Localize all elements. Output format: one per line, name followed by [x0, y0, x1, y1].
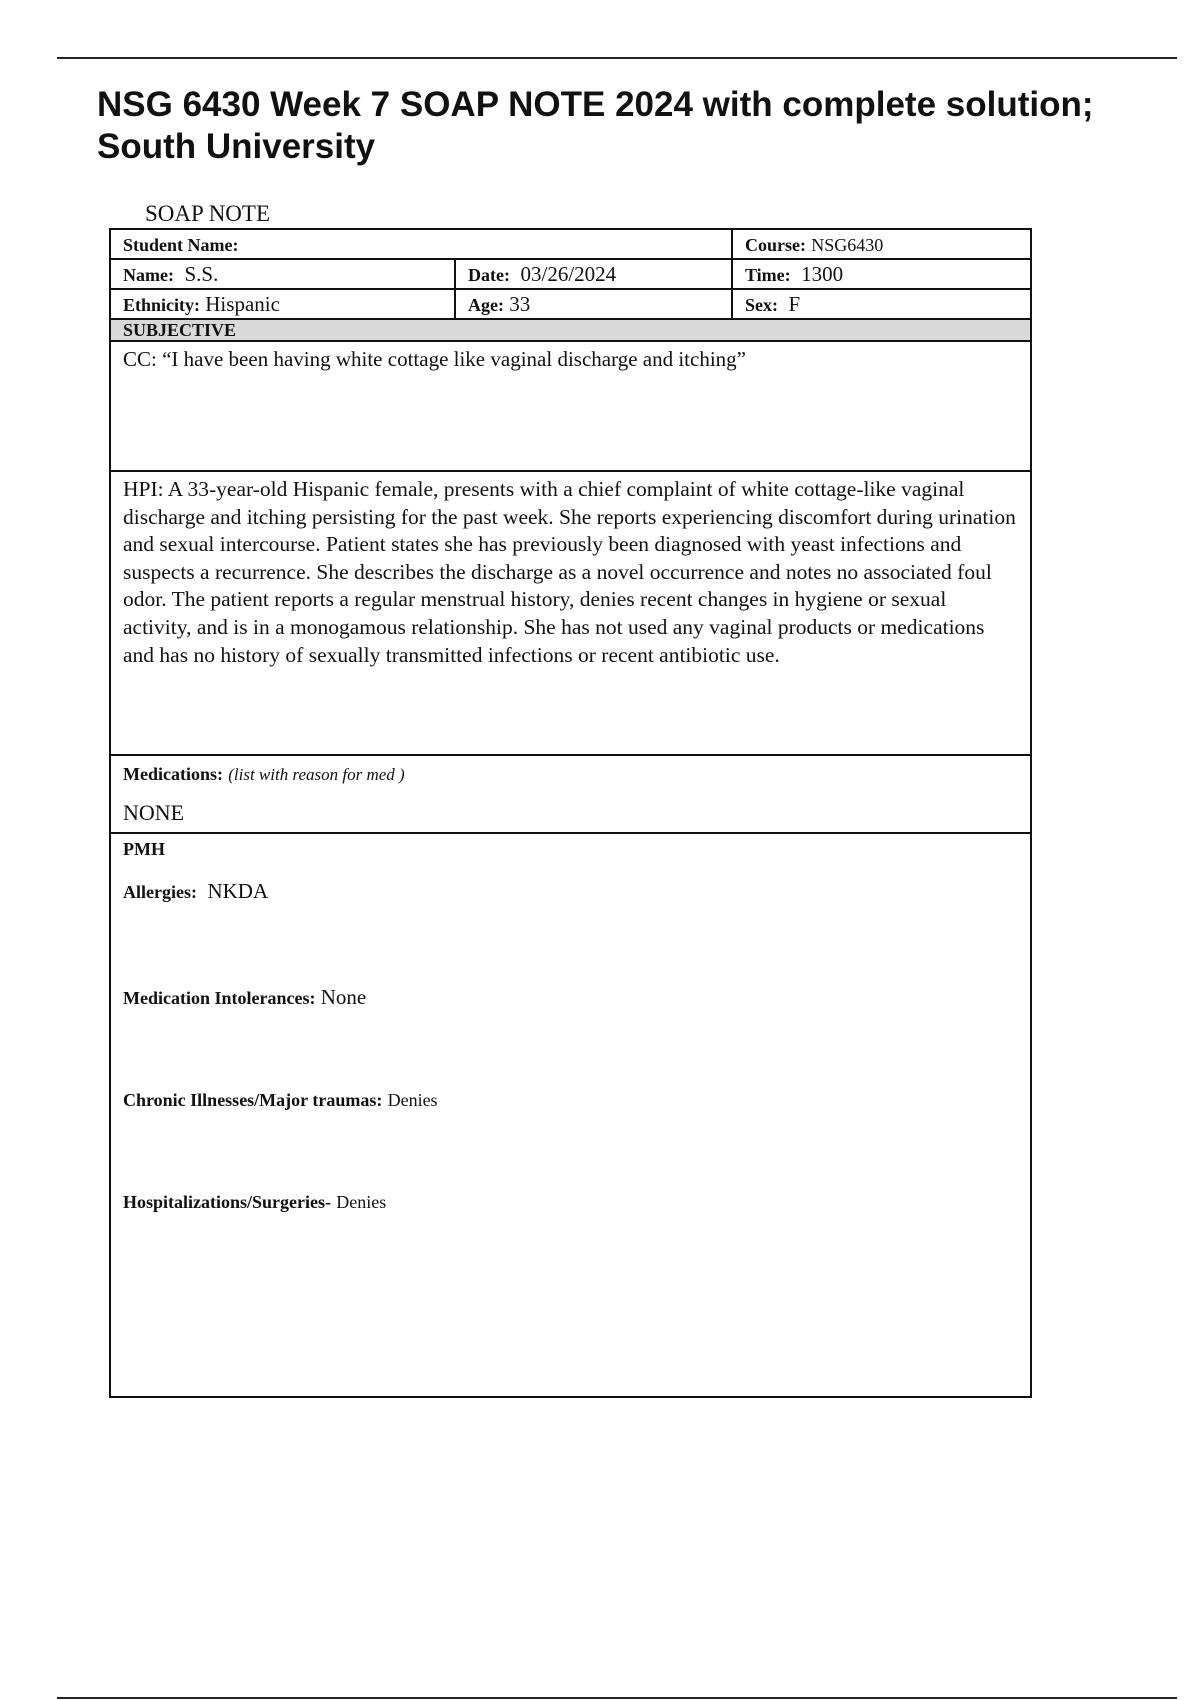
medications-label: Medications:	[123, 764, 223, 784]
ethnicity-label: Ethnicity:	[123, 295, 201, 315]
allergies-label: Allergies:	[123, 882, 197, 902]
form-caption: SOAP NOTE	[145, 201, 271, 226]
history-present-illness: HPI: A 33-year-old Hispanic female, presents with a chief complaint of white cottage-like vaginal discharge and itching persisting for the past week. She reports experiencing discomfort during urination and sexual intercourse. Patient states she has previously been diagnosed with yeast infections and suspects a recurrence. She describes the discharge as a novel occurrence and notes no associated foul odor. The patient reports a regular menstrual history, denies recent changes in hygiene or sexual activity, and is in a monogamous relationship. She has not used any vaginal products or medications and has no history of sexually transmitted infections or recent antibiotic use.	[110, 471, 1031, 755]
bottom-rule	[57, 1697, 1177, 1699]
chronic-illnesses-entry	[123, 1086, 1018, 1113]
student-name-label: Student Name:	[123, 235, 239, 255]
time-value: 1300	[801, 262, 844, 286]
hospitalizations-label: Hospitalizations/Surgeries-	[123, 1192, 331, 1212]
course-value: NSG6430	[811, 235, 884, 255]
date-cell	[455, 259, 732, 289]
course-cell	[732, 229, 1031, 259]
age-value: 33	[509, 292, 531, 316]
age-cell	[455, 289, 732, 319]
allergies-entry	[123, 878, 1018, 905]
medications-section	[110, 755, 1031, 833]
sex-value: F	[788, 292, 801, 316]
ethnicity-cell	[110, 289, 455, 319]
chronic-illnesses-label: Chronic Illnesses/Major traumas:	[123, 1090, 383, 1110]
pmh-heading: PMH	[123, 839, 165, 859]
subjective-heading: SUBJECTIVE	[110, 319, 1031, 341]
soap-note-form	[109, 228, 1032, 1398]
allergies-value: NKDA	[207, 879, 269, 903]
pmh-section	[110, 833, 1031, 1397]
intolerances-label: Medication Intolerances:	[123, 988, 316, 1008]
name-cell	[110, 259, 455, 289]
chronic-illnesses-value: Denies	[387, 1090, 438, 1110]
sex-cell	[732, 289, 1031, 319]
student-name-cell	[110, 229, 732, 259]
name-value: S.S.	[184, 262, 219, 286]
intolerances-value: None	[320, 985, 367, 1009]
date-value: 03/26/2024	[520, 262, 617, 286]
intolerances-entry	[123, 984, 1018, 1011]
time-label: Time:	[745, 265, 791, 285]
hospitalizations-entry	[123, 1188, 1018, 1215]
chief-complaint: CC: “I have been having white cottage like vaginal discharge and itching”	[110, 341, 1031, 471]
course-label: Course:	[745, 235, 806, 255]
medications-hint: (list with reason for med )	[228, 765, 405, 784]
time-cell	[732, 259, 1031, 289]
sex-label: Sex:	[745, 295, 778, 315]
hospitalizations-value: Denies	[336, 1192, 387, 1212]
name-label: Name:	[123, 265, 174, 285]
top-rule	[57, 57, 1177, 59]
document-title: NSG 6430 Week 7 SOAP NOTE 2024 with complete solution; South University	[97, 85, 1094, 166]
date-label: Date:	[468, 265, 510, 285]
medications-value: NONE	[123, 800, 185, 825]
age-label: Age:	[468, 295, 504, 315]
ethnicity-value: Hispanic	[205, 292, 280, 316]
